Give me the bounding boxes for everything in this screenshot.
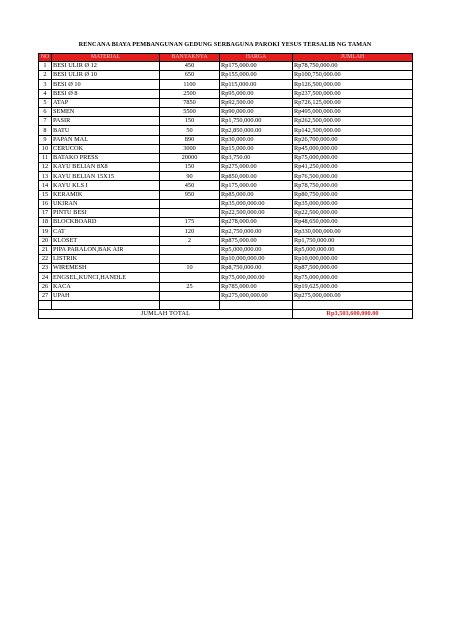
cell-harga: Rp35,000,000.00 <box>220 199 293 208</box>
cell-jumlah: Rp142,500,000.00 <box>293 126 413 135</box>
table-row <box>39 245 413 254</box>
cell-material: PINTU BESI <box>52 209 160 218</box>
cell-jumlah: Rp330,000,000.00 <box>293 227 413 236</box>
cell-harga: Rp85,000.00 <box>220 190 293 199</box>
cell-qty: 20000 <box>160 153 220 162</box>
cell-jumlah: Rp100,750,000.00 <box>293 71 413 80</box>
cell-no: 22 <box>39 254 52 263</box>
cell-harga: Rp155,000.00 <box>220 71 293 80</box>
cell-qty: 10 <box>160 264 220 273</box>
cell-jumlah: Rp78,750,000.00 <box>293 181 413 190</box>
blank-cell <box>52 300 160 309</box>
header-jumlah: JUMLAH <box>293 54 413 62</box>
total-label: JUMLAH TOTAL <box>39 310 293 319</box>
cell-qty <box>160 273 220 282</box>
cell-material: BLOCKBOARD <box>52 218 160 227</box>
cell-no: 11 <box>39 153 52 162</box>
table-row <box>39 218 413 227</box>
table-row <box>39 126 413 135</box>
cell-qty: 450 <box>160 181 220 190</box>
cell-jumlah: Rp80,750,000.00 <box>293 190 413 199</box>
table-row <box>39 291 413 300</box>
cell-material: CERUCOK <box>52 144 160 153</box>
cell-jumlah: Rp45,000,000.00 <box>293 144 413 153</box>
cell-harga: Rp15,000.00 <box>220 144 293 153</box>
cell-no: 10 <box>39 144 52 153</box>
cell-material: BESI Ø 8 <box>52 89 160 98</box>
cell-qty: 7850 <box>160 98 220 107</box>
cell-material: LISTRIK <box>52 254 160 263</box>
cost-table-container <box>38 53 413 319</box>
table-row <box>39 236 413 245</box>
cell-material: CAT <box>52 227 160 236</box>
cell-jumlah: Rp78,750,000.00 <box>293 62 413 71</box>
cell-qty <box>160 291 220 300</box>
cell-no: 23 <box>39 264 52 273</box>
cell-qty: 175 <box>160 218 220 227</box>
cell-harga: Rp22,500,000.00 <box>220 209 293 218</box>
cell-no: 19 <box>39 227 52 236</box>
cell-qty: 5500 <box>160 107 220 116</box>
cell-jumlah: Rp75,000,000.00 <box>293 153 413 162</box>
cell-material: ATAP <box>52 98 160 107</box>
cell-jumlah: Rp275,000,000.00 <box>293 291 413 300</box>
table-row <box>39 163 413 172</box>
cell-qty: 650 <box>160 71 220 80</box>
cell-material: UPAH <box>52 291 160 300</box>
cell-material: KERAMIK <box>52 190 160 199</box>
cell-harga: Rp90,000.00 <box>220 107 293 116</box>
cell-qty: 2 <box>160 236 220 245</box>
cell-qty: 50 <box>160 126 220 135</box>
cell-no: 5 <box>39 98 52 107</box>
cell-qty: 950 <box>160 190 220 199</box>
cell-jumlah: Rp22,500,000.00 <box>293 209 413 218</box>
table-row <box>39 282 413 291</box>
cell-material: KACA <box>52 282 160 291</box>
cell-qty: 150 <box>160 163 220 172</box>
cell-jumlah: Rp10,000,000.00 <box>293 254 413 263</box>
cell-no: 18 <box>39 218 52 227</box>
cell-material: BATU <box>52 126 160 135</box>
cell-material: UKIRAN <box>52 199 160 208</box>
cell-jumlah: Rp41,250,000.00 <box>293 163 413 172</box>
cell-harga: Rp95,000.00 <box>220 89 293 98</box>
blank-cell <box>160 300 220 309</box>
table-row <box>39 153 413 162</box>
cell-material: ENGSEL,KUNCI,HANDLE <box>52 273 160 282</box>
cell-no: 17 <box>39 209 52 218</box>
cell-harga: Rp175,000.00 <box>220 62 293 71</box>
cell-material: PASIR <box>52 117 160 126</box>
cell-material: KAYU KLS I <box>52 181 160 190</box>
blank-cell <box>39 300 52 309</box>
cell-harga: Rp3,750.00 <box>220 153 293 162</box>
cell-no: 20 <box>39 236 52 245</box>
cell-harga: Rp75,000,000.00 <box>220 273 293 282</box>
cell-material: BESI ULIR Ø 12 <box>52 62 160 71</box>
cell-harga: Rp2,850,000.00 <box>220 126 293 135</box>
cell-harga: Rp275,000,000.00 <box>220 291 293 300</box>
cell-harga: Rp785,000.00 <box>220 282 293 291</box>
cell-jumlah: Rp126,500,000.00 <box>293 80 413 89</box>
cell-jumlah: Rp262,500,000.00 <box>293 117 413 126</box>
cell-qty: 3000 <box>160 144 220 153</box>
table-header-row <box>39 54 413 62</box>
header-material: MATERIAL <box>52 54 160 62</box>
cell-no: 21 <box>39 245 52 254</box>
cell-qty: 120 <box>160 227 220 236</box>
cell-material: PIPA PARALON,BAK AIR <box>52 245 160 254</box>
cell-material: KLOSET <box>52 236 160 245</box>
cost-table <box>38 53 413 319</box>
cell-qty: 890 <box>160 135 220 144</box>
cell-no: 9 <box>39 135 52 144</box>
table-blank-row <box>39 300 413 309</box>
cell-harga: Rp175,000.00 <box>220 181 293 190</box>
cell-no: 2 <box>39 71 52 80</box>
header-harga: HARGA <box>220 54 293 62</box>
cell-harga: Rp92,500.00 <box>220 98 293 107</box>
cell-qty: 90 <box>160 172 220 181</box>
cell-no: 27 <box>39 291 52 300</box>
table-row <box>39 227 413 236</box>
cell-jumlah: Rp1,750,000.00 <box>293 236 413 245</box>
cell-harga: Rp278,000.00 <box>220 218 293 227</box>
cell-no: 26 <box>39 282 52 291</box>
table-row <box>39 62 413 71</box>
cell-no: 3 <box>39 80 52 89</box>
table-row <box>39 264 413 273</box>
header-banyaknya: BANYAKNYA <box>160 54 220 62</box>
cell-jumlah: Rp75,000,000.00 <box>293 273 413 282</box>
table-row <box>39 80 413 89</box>
table-row <box>39 190 413 199</box>
table-row <box>39 172 413 181</box>
table-row <box>39 117 413 126</box>
cell-no: 24 <box>39 273 52 282</box>
cell-jumlah: Rp495,000,000.00 <box>293 107 413 116</box>
cell-jumlah: Rp76,500,000.00 <box>293 172 413 181</box>
cell-qty: 2500 <box>160 89 220 98</box>
cell-material: PAPAN MAL <box>52 135 160 144</box>
cell-jumlah: Rp26,700,000.00 <box>293 135 413 144</box>
cell-qty <box>160 199 220 208</box>
cell-harga: Rp2,750,000.00 <box>220 227 293 236</box>
table-row <box>39 273 413 282</box>
cell-harga: Rp115,000.00 <box>220 80 293 89</box>
cell-material: WIREMESH <box>52 264 160 273</box>
cell-material: KAYU BELIAN 8X8 <box>52 163 160 172</box>
table-row <box>39 71 413 80</box>
cell-jumlah: Rp19,625,000.00 <box>293 282 413 291</box>
cell-no: 8 <box>39 126 52 135</box>
cell-no: 4 <box>39 89 52 98</box>
cell-qty <box>160 254 220 263</box>
table-row <box>39 135 413 144</box>
cell-no: 13 <box>39 172 52 181</box>
table-row <box>39 199 413 208</box>
cell-harga: Rp275,000.00 <box>220 163 293 172</box>
cell-qty <box>160 245 220 254</box>
total-row <box>39 310 413 319</box>
cell-no: 16 <box>39 199 52 208</box>
table-row <box>39 209 413 218</box>
table-row <box>39 98 413 107</box>
cell-qty <box>160 209 220 218</box>
cell-no: 14 <box>39 181 52 190</box>
cell-material: BATAKO PRESS <box>52 153 160 162</box>
cell-qty: 150 <box>160 117 220 126</box>
cell-material: BESI ULIR Ø 10 <box>52 71 160 80</box>
cell-jumlah: Rp48,650,000.00 <box>293 218 413 227</box>
cell-material: SEMEN <box>52 107 160 116</box>
cell-no: 12 <box>39 163 52 172</box>
cell-jumlah: Rp87,500,000.00 <box>293 264 413 273</box>
cell-jumlah: Rp5,000,000.00 <box>293 245 413 254</box>
cell-material: KAYU BELIAN 15X15 <box>52 172 160 181</box>
cell-jumlah: Rp726,125,000.00 <box>293 98 413 107</box>
header-no: NO <box>39 54 52 62</box>
cell-no: 7 <box>39 117 52 126</box>
blank-cell <box>220 300 293 309</box>
cell-jumlah: Rp237,500,000.00 <box>293 89 413 98</box>
cell-no: 1 <box>39 62 52 71</box>
document-title: RENCANA BIAYA PEMBANGUNAN GEDUNG SERBAGUNA PAROKI YESUS TERSALIB NG TAMAN <box>78 41 372 48</box>
cell-qty: 1100 <box>160 80 220 89</box>
table-row <box>39 144 413 153</box>
cell-no: 6 <box>39 107 52 116</box>
cell-harga: Rp10,000,000.00 <box>220 254 293 263</box>
cell-harga: Rp875,000.00 <box>220 236 293 245</box>
table-row <box>39 254 413 263</box>
table-row <box>39 181 413 190</box>
table-row <box>39 107 413 116</box>
table-row <box>39 89 413 98</box>
cell-material: BESI Ø 10 <box>52 80 160 89</box>
cell-harga: Rp8,750,000.00 <box>220 264 293 273</box>
cell-harga: Rp1,750,000.00 <box>220 117 293 126</box>
cell-jumlah: Rp35,000,000.00 <box>293 199 413 208</box>
cell-qty: 450 <box>160 62 220 71</box>
cell-no: 15 <box>39 190 52 199</box>
cell-qty: 25 <box>160 282 220 291</box>
table-body <box>39 62 413 301</box>
cell-harga: Rp850,000.00 <box>220 172 293 181</box>
blank-cell <box>293 300 413 309</box>
total-value: Rp3,503,600,000.00 <box>293 310 413 319</box>
cell-harga: Rp5,000,000.00 <box>220 245 293 254</box>
cell-harga: Rp30,000.00 <box>220 135 293 144</box>
